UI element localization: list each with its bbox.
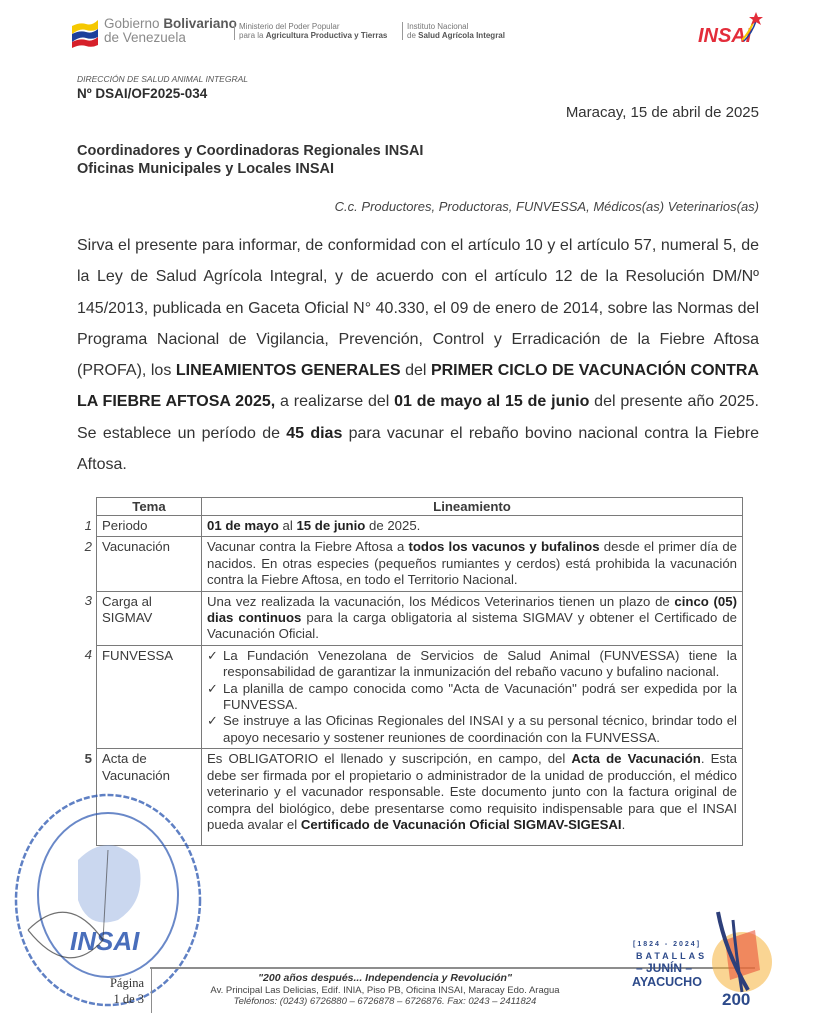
bicentennial-line2: – JUNÍN –: [636, 961, 693, 975]
page-divider: [151, 969, 152, 1013]
ministry-line2-prefix: para la: [239, 31, 264, 40]
page-count: 1 de 3: [113, 992, 144, 1006]
row-number: 4: [80, 645, 97, 748]
office-number: Nº DSAI/OF2025-034: [77, 86, 208, 101]
text: para la carga obligatoria al sistema SIGMAV y obtener el Certificado de Vacunación Oficial.: [207, 610, 737, 642]
ministry-label: [234, 22, 387, 40]
gov-line1-bold: Bolivariano: [163, 16, 237, 31]
checkmark-icon: ✓: [207, 713, 219, 729]
body-bold-text: 01 de mayo al 15 de junio: [394, 393, 590, 411]
table-row: [80, 591, 743, 645]
bold-text: Certificado de Vacunación Oficial SIGMAV-SIGESAI: [300, 816, 622, 832]
row-number: 2: [80, 537, 97, 591]
venezuela-flag-logo: [70, 16, 100, 48]
recipient-line: Coordinadores y Coordinadoras Regionales INSAI: [77, 143, 424, 159]
checklist-item: [207, 681, 737, 714]
row-lineamiento: [202, 591, 743, 645]
institute-label: [402, 22, 505, 40]
ministry-line2-bold: Agricultura Productiva y Tierras: [265, 31, 388, 40]
text: . Esta debe ser firmada por el propietario o administrador de la unidad de producción, el médico veterinario y el vacunador responsable. Este documento junto con la factura original de compra del biológico, debe presentarse como requisito indispensable para que el INSAI pueda avalar el: [207, 751, 738, 832]
row-tema: Acta de Vacunación: [97, 749, 202, 846]
text: .: [621, 816, 626, 832]
text: Es OBLIGATORIO el llenado y suscripción, en campo, del: [207, 751, 572, 767]
checklist-text: La Fundación Venezolana de Servicios de Salud Animal (FUNVESSA) tiene la responsabilidad de garantizar la inmunización del rebaño vacuno y bufalino nacional.: [223, 647, 737, 680]
checklist-text: La planilla de campo conocida como "Acta de Vacunación" podrá ser expedida por la FUNVESSA.: [223, 680, 737, 713]
body-bold-text: 45 dias: [286, 424, 343, 442]
body-paragraph: [77, 230, 759, 480]
institute-line1: Instituto Nacional: [407, 22, 469, 31]
header-number-cell: [80, 498, 97, 516]
page-indicator: [92, 975, 144, 1007]
body-bold-text: PRIMER CICLO DE VACUNACIÓN CONTRA LA FIEBRE AFTOSA 2025,: [77, 362, 759, 411]
checklist-item: [207, 648, 737, 681]
row-lineamiento: [202, 537, 743, 591]
header-tema: Tema: [97, 498, 202, 516]
institute-line2-bold: Salud Agrícola Integral: [418, 31, 505, 40]
footer-motto: "200 años después... Independencia y Revolución": [258, 972, 512, 984]
bicentennial-line4: 200: [722, 990, 751, 1009]
footer-text: [160, 973, 610, 1008]
row-lineamiento: [202, 645, 743, 748]
text: Una vez realizada la vacunación, los Médicos Veterinarios tienen un plazo de: [207, 593, 675, 609]
letter-date: Maracay, 15 de abril de 2025: [565, 104, 759, 121]
row-tema: FUNVESSA: [97, 645, 202, 748]
stamp-insai-text: INSAI: [70, 926, 140, 956]
checklist-item: [207, 713, 737, 746]
footer-address: Av. Principal Las Delicias, Edif. INIA, Piso PB, Oficina INSAI, Maracay Edo. Aragua: [210, 984, 560, 996]
table-row: [80, 645, 743, 748]
insai-logo: [694, 10, 764, 50]
carbon-copy-line: C.c. Productores, Productoras, FUNVESSA, Médicos(as) Veterinarios(as): [334, 199, 759, 214]
row-tema: Vacunación: [97, 537, 202, 591]
bicentennial-line3: AYACUCHO: [632, 975, 702, 989]
direction-label: DIRECCIÓN DE SALUD ANIMAL INTEGRAL: [77, 74, 248, 84]
table-row: [80, 516, 743, 537]
bold-text: cinco (05) dias continuos: [207, 593, 737, 626]
row-tema: Periodo: [97, 516, 202, 537]
bold-text: todos los vacunos y bufalinos: [408, 539, 600, 555]
row-lineamiento: [202, 749, 743, 846]
insai-logo-text: INSAI: [698, 25, 752, 47]
text: de 2025.: [365, 518, 421, 533]
header-lineamiento: Lineamiento: [202, 498, 743, 516]
body-text: a realizarse del: [275, 393, 395, 411]
bold-text: Acta de Vacunación: [571, 751, 701, 767]
text: desde el primer día de nacidos. En otras especies (pequeños rumiantes y cerdos) está prohibida la vacunación contra la Fiebre Aftosa, en todo el Territorio Nacional.: [207, 539, 737, 588]
checklist-text: Se instruye a las Oficinas Regionales del INSAI y a su personal técnico, brindar todo el apoyo necesario y sostener reuniones de coordinación con la FUNVESSA.: [223, 713, 737, 745]
gov-line1-light: Gobierno: [104, 16, 160, 31]
body-text: del presente año 2025. Se establece un período de: [77, 393, 760, 442]
body-text: para vacunar el rebaño bovino nacional contra la Fiebre Aftosa.: [77, 424, 760, 474]
government-logo-text: [104, 17, 237, 45]
text: al: [278, 518, 297, 533]
text: Vacunar contra la Fiebre Aftosa a: [207, 539, 409, 555]
funvessa-checklist: [207, 648, 737, 746]
row-lineamiento: [202, 516, 743, 537]
recipient-line: Oficinas Municipales y Locales INSAI: [77, 161, 335, 177]
body-bold-text: LINEAMIENTOS GENERALES: [175, 362, 401, 380]
page-word: Página: [109, 976, 144, 990]
bicentennial-years: [1824 - 2024]: [633, 941, 702, 948]
recipients: [77, 142, 423, 178]
row-number: 1: [80, 516, 97, 537]
table-header-row: [80, 498, 743, 516]
bicentennial-line1: BATALLAS: [636, 951, 708, 961]
row-number: 5: [80, 749, 97, 846]
body-text: Sirva el presente para informar, de conformidad con el artículo 10 y el artículo 57, numeral 5, de la Ley de Salud Agrícola Integral, y de acuerdo con el artículo 12 de la Resolución DM/Nº 145/2013, publicada en Gaceta Oficial N° 40.330, el 09 de enero de 2014, sobre las Normas del Programa Nacional de Vigilancia, Prevención, Control y Erradicación de la Fiebre Aftosa (PROFA), los: [77, 237, 759, 380]
footer-phones: Teléfonos: (0243) 6726880 – 6726878 – 6726876. Fax: 0243 – 2411824: [233, 996, 537, 1007]
bold-text: 15 de junio: [296, 518, 366, 533]
body-text: del: [400, 362, 431, 380]
bold-text: 01 de mayo: [207, 518, 279, 533]
row-number: 3: [80, 591, 97, 645]
checkmark-icon: ✓: [207, 647, 219, 663]
row-tema: Carga al SIGMAV: [97, 591, 202, 645]
table-row: [80, 537, 743, 591]
institute-line2-prefix: de: [407, 31, 416, 40]
gov-line2: de Venezuela: [104, 30, 186, 45]
ministry-line1: Ministerio del Poder Popular: [239, 22, 340, 31]
checkmark-icon: ✓: [207, 680, 219, 696]
